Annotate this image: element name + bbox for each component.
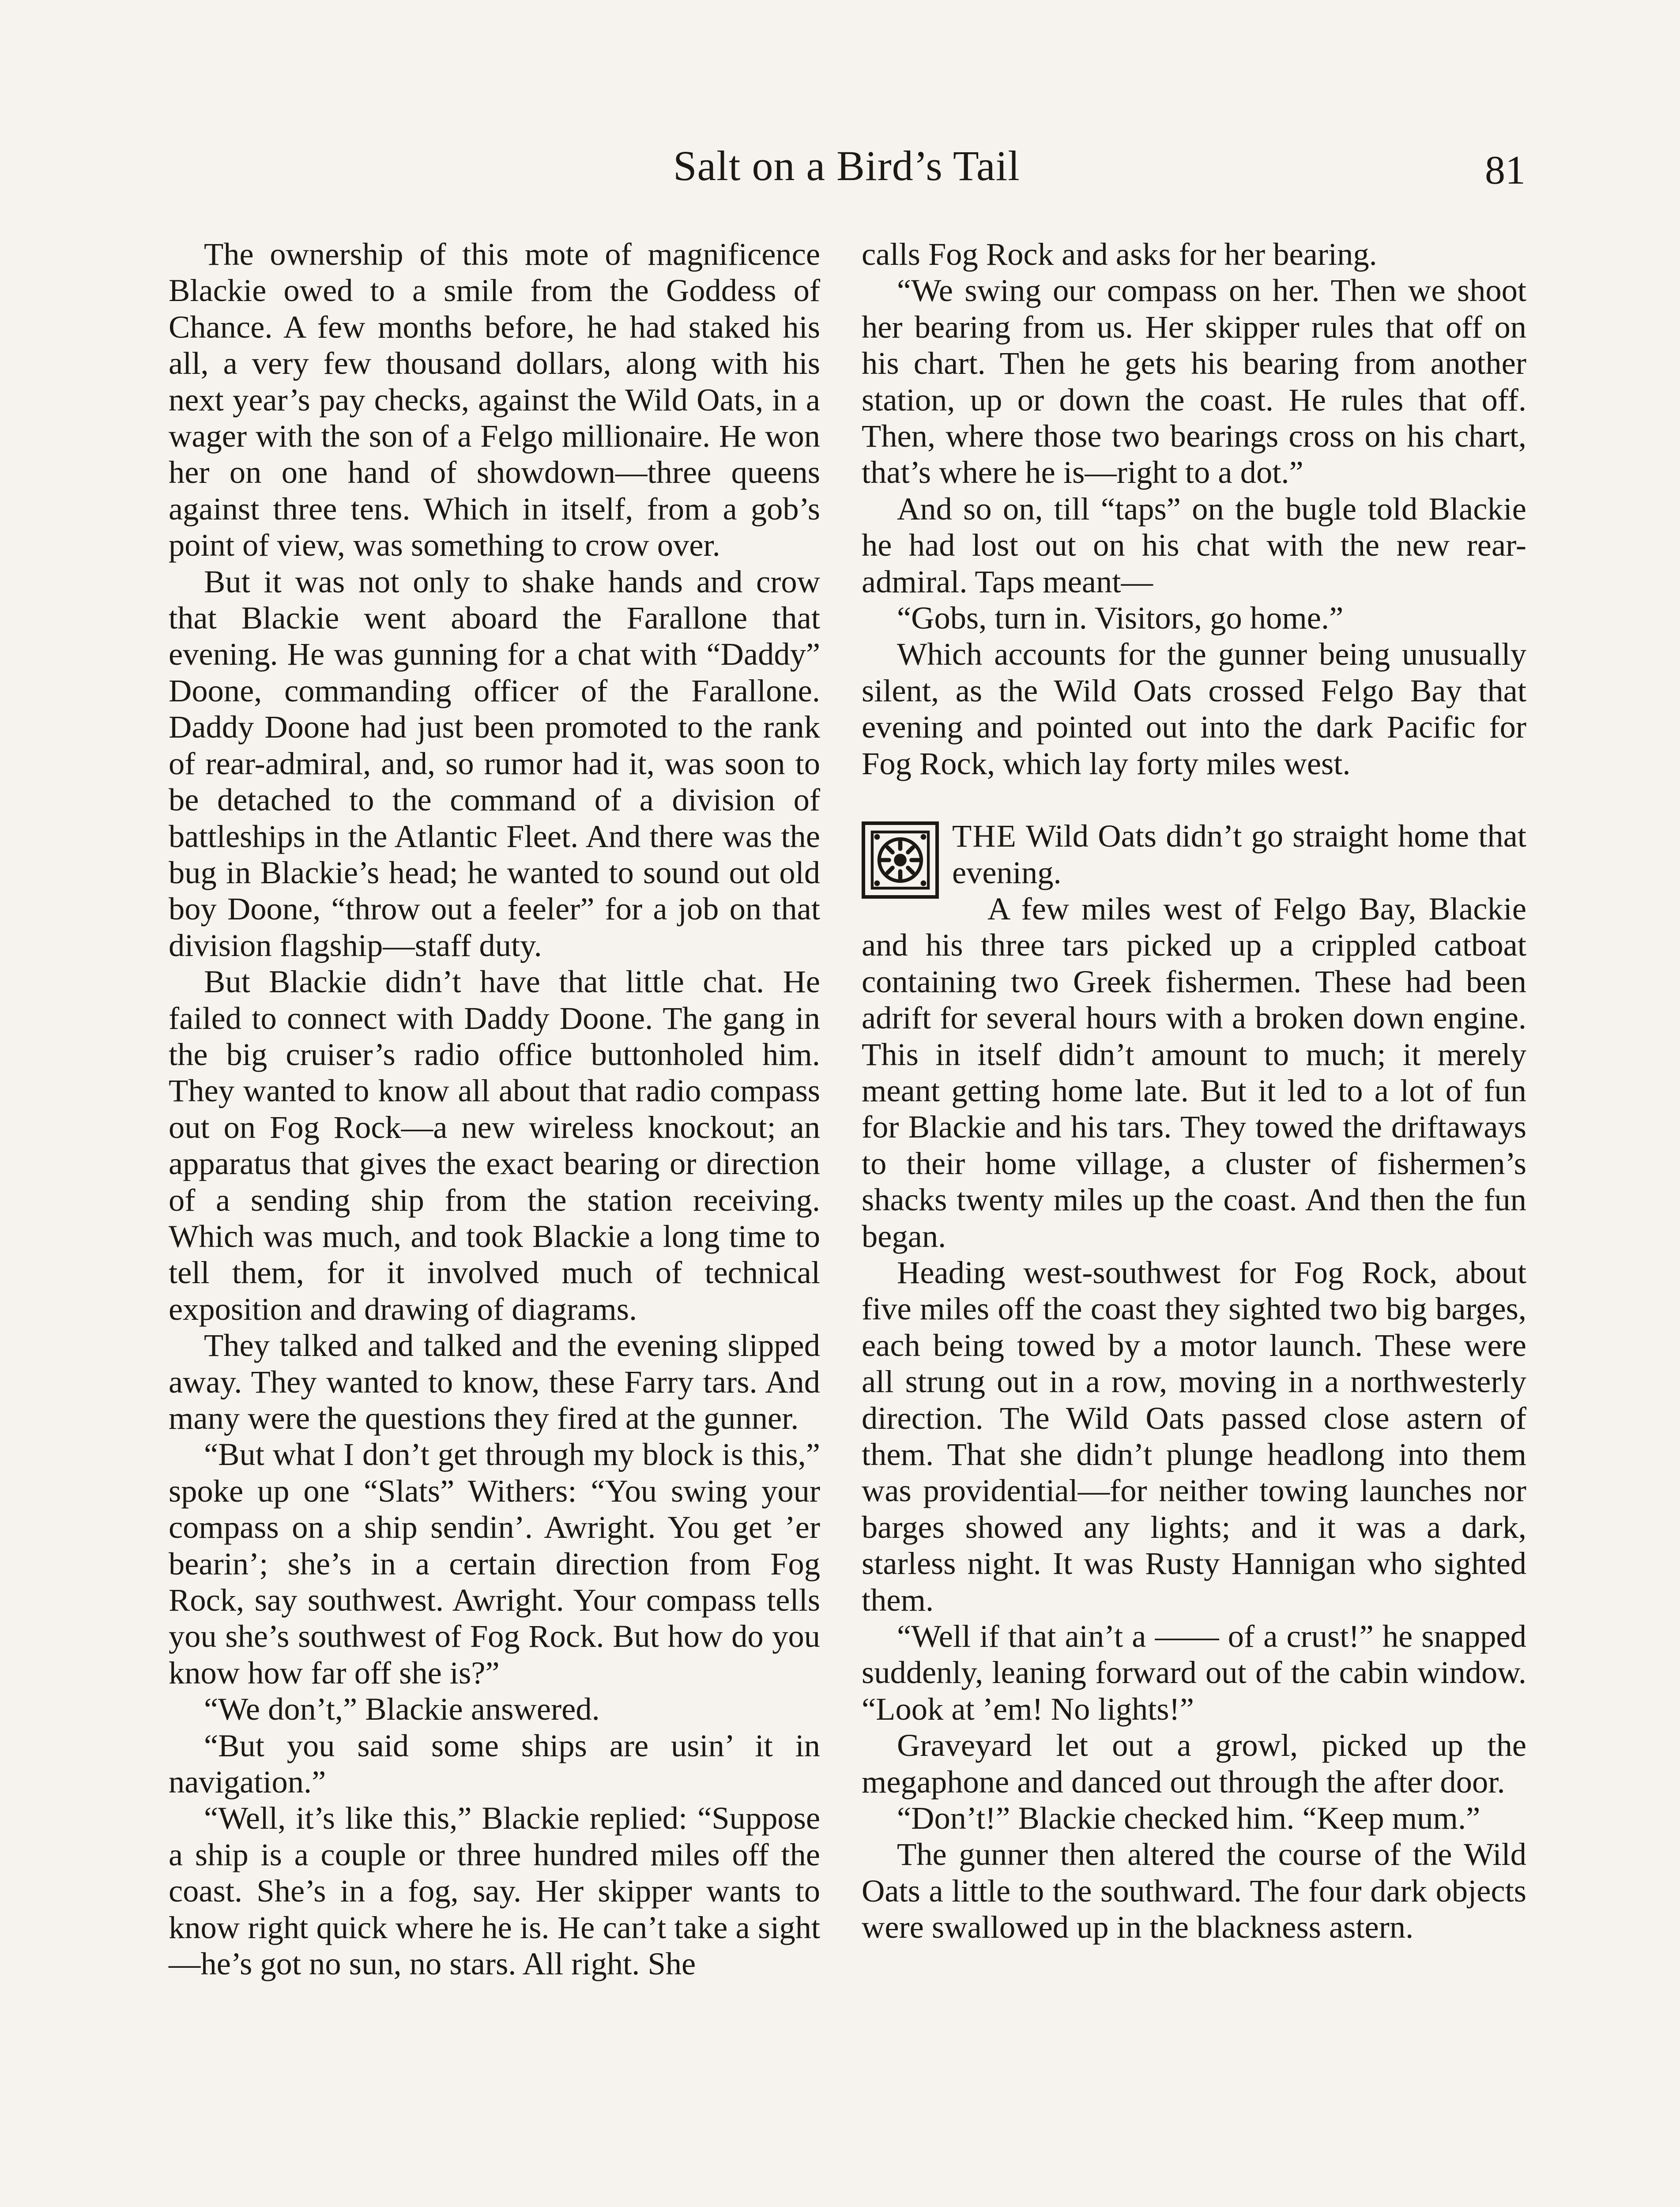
left-column	[169, 236, 820, 1982]
paragraph: “Gobs, turn in. Visitors, go home.”	[897, 600, 1344, 636]
paragraph: “But what I don’t get through my block is this,” spoke up one “Slats” Withers: “You swing your compass on a ship sendin’. Awright. You get ’er bearin’; she’s in a certain direction from Fog Rock, say southwest. Awright. Your compass tells you she’s southwest of Fog Rock. But how do you know how far off she is?”	[169, 1436, 820, 1691]
paragraph: Graveyard let out a growl, picked up the megaphone and danced out through the after door.	[862, 1727, 1526, 1800]
section-lead-word: THE	[952, 818, 1017, 854]
section-lead-continuation: A few miles west of Felgo Bay, Blackie and his three tars picked up a crippled catboat containing two Greek fishermen. These had been adrift for several hours with a broken down engine. This in itself didn’t amount to much; it merely meant getting home late. But it led to a lot of fun for Blackie and his tars. They towed the driftaways to their home village, a cluster of fishermen’s shacks twenty miles up the coast. And then the fun began.	[862, 890, 1526, 1254]
paragraph: “We don’t,” Blackie answered.	[204, 1691, 600, 1727]
paragraph: The ownership of this mote of magnificence Blackie owed to a smile from the Goddess of Chance. A few months before, he had staked his all, a very few thousand dollars, along with his next year’s pay checks, against the Wild Oats, in a wager with the son of a Felgo millionaire. He won her on one hand of showdown—three queens against three tens. Which in itself, from a gob’s point of view, was something to crow over.	[169, 236, 820, 563]
paragraph: But Blackie didn’t have that little chat. He failed to connect with Daddy Doone. The gang in the big cruiser’s radio office buttonholed him. They wanted to know all about that radio compass out on Fog Rock—a new wireless knockout; an apparatus that gives the exact bearing or direction of a sending ship from the station receiving. Which was much, and took Blackie a long time to tell them, for it involved much of technical exposition and drawing of diagrams.	[169, 964, 820, 1327]
running-title: Salt on a Bird’s Tail	[673, 142, 1020, 189]
section-lead-text: Wild Oats didn’t go straight home that evening.	[952, 818, 1526, 890]
paragraph: “We swing our compass on her. Then we shoot her bearing from us. Her skipper rules that off on his chart. Then he gets his bearing from another station, up or down the coast. He rules that off. Then, where those two bearings cross on his chart, that’s where he is—right to a dot.”	[862, 272, 1526, 490]
page-header	[168, 141, 1526, 194]
section-break	[862, 782, 1526, 818]
paragraph: “Don’t!” Blackie checked him. “Keep mum.”	[897, 1800, 1480, 1836]
paragraph: But it was not only to shake hands and crow that Blackie went aboard the Farallone that evening. He was gunning for a chat with “Daddy” Doone, commanding officer of the Farallone. Daddy Doone had just been promoted to the rank of rear-admiral, and, so rumor had it, was soon to be detached to the command of a division of battleships in the Atlantic Fleet. And there was the bug in Blackie’s head; he wanted to sound out old boy Doone, “throw out a feeler” for a job on that division flagship—staff duty.	[169, 563, 820, 963]
paragraph: “Well if that ain’t a —— of a crust!” he snapped suddenly, leaning forward out of the cabin window. “Look at ’em! No lights!”	[862, 1618, 1526, 1727]
paragraph: Heading west-southwest for Fog Rock, about five miles off the coast they sighted two big barges, each being towed by a motor launch. These were all strung out in a row, moving in a northwesterly direction. The Wild Oats passed close astern of them. That she didn’t plunge headlong into them was providential—for neither towing launches nor barges showed any lights; and it was a dark, starless night. It was Rusty Hannigan who sighted them.	[862, 1254, 1526, 1618]
paragraph: They talked and talked and the evening slipped away. They wanted to know, these Farry tars. And many were the questions they fired at the gunner.	[169, 1327, 820, 1436]
paragraph: Which accounts for the gunner being unusually silent, as the Wild Oats crossed Felgo Bay that evening and pointed out into the dark Pacific for Fog Rock, which lay forty miles west.	[862, 636, 1526, 781]
page-number: 81	[1485, 147, 1526, 192]
paragraph: The gunner then altered the course of the Wild Oats a little to the southward. The four dark objects were swallowed up in the blackness astern.	[862, 1836, 1526, 1945]
paragraph: “Well, it’s like this,” Blackie replied: “Suppose a ship is a couple or three hundred miles off the coast. She’s in a fog, say. Her skipper wants to know right quick where he is. He can’t take a sight—he’s got no sun, no stars. All right. She	[169, 1800, 820, 1982]
section-opening-paragraph	[862, 818, 1526, 1254]
paragraph-continuation: calls Fog Rock and asks for her bearing.	[862, 236, 1377, 272]
paragraph: “But you said some ships are usin’ it in navigation.”	[169, 1727, 820, 1800]
paragraph: And so on, till “taps” on the bugle told Blackie he had lost out on his chat with the new rear-admiral. Taps meant—	[862, 490, 1526, 599]
right-column	[862, 236, 1526, 1946]
ornament-icon	[862, 821, 939, 899]
